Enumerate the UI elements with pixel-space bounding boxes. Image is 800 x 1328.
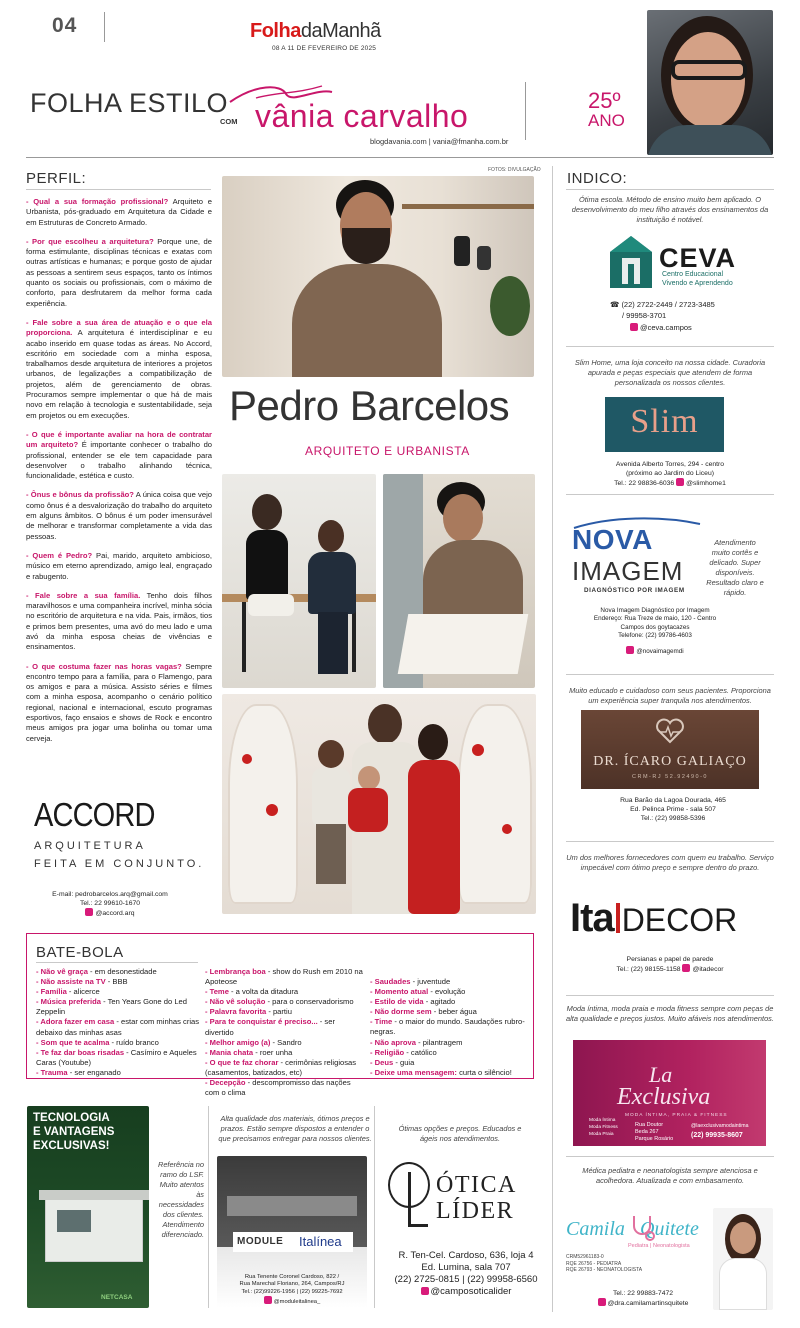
otica-l-bar [408,1172,411,1226]
edition-date: 08 A 11 DE FEVEREIRO DE 2025 [272,45,377,52]
otica-tel: (22) 2725-0815 | (22) 99958-6560 [394,1274,538,1285]
module-instagram-row [217,1296,367,1306]
exclusiva-address-2: Beda 267 [635,1128,659,1135]
camila-rqe-2: RQE 26793 - NEONATOLOGISTA [566,1267,643,1273]
slim-testimonial: Slim Home, uma loja conceito na nossa cidade. Curadoria apurada e peças especiais que atendem de forma personalizada os nossos clientes. [574,358,766,387]
camila-tel: Tel.: 22 99883-7472 [612,1290,674,1297]
bate-bola-item: - Mania chata - roer unha [205,1047,293,1057]
slim-instagram[interactable]: @slimhome1 [686,480,726,487]
man-legs [318,612,348,674]
exclusiva-testimonial: Moda íntima, moda praia e moda fitness sempre com peças de alta qualidade e preços justos. Muito afáveis nos atendimentos. [566,1004,774,1023]
exclusiva-item: Moda Praia [589,1131,614,1137]
indico-separator [566,494,774,495]
exclusiva-logo-sub: MODA ÍNTIMA, PRAIA & FITNESS [625,1113,728,1118]
netcasa-headline-3: EXCLUSIVAS! [33,1140,110,1152]
accord-contact [40,890,180,918]
nova-instagram-row [566,646,744,656]
columnist-name: vânia carvalho [255,98,469,134]
nova-swoosh-icon [572,514,702,530]
bate-bola-item: - Não assiste na TV - BBB [36,977,128,987]
qa-item: - Quem é Pedro? Pai, marido, arquiteto ambicioso, músico em eterno aprendizado, amigo leal, engraçado e rabugento. [26,550,212,581]
profile-section-label: PERFIL: [26,170,87,187]
netcasa-house-window [57,1210,91,1232]
woman-body [246,530,288,600]
accord-logo: ACCORD [34,796,155,833]
man-body [308,552,356,614]
stethoscope-icon [628,1214,658,1244]
newspaper-masthead [250,20,381,43]
child-body [312,768,350,828]
qa-item: - O que costuma fazer nas horas vagas? Sempre encontro tempo para a família, para o Flamengo, para os amigos e para a música. Assisto séries e filmes com a minha esposa, acompanho o cenário político regional, nacional e internacional, escuto programas esportivos, faço ensaios e shows de Rock e encontro meus amigos pra jogar uma bolinha ou tomar uma cerveja. [26,661,212,743]
icaro-name: DR. ÍCARO GALIAÇO [593,754,747,769]
exclusiva-item: Moda Íntima [589,1118,616,1123]
otica-logo-2: LÍDER [436,1198,515,1224]
exclusiva-ad [573,1040,766,1146]
otica-contact [380,1250,552,1298]
ceva-testimonial: Ótima escola. Método de ensino muito bem aplicado. O desenvolvimento do meu filho através dos ensinamentos da instituição é notável. [571,195,769,224]
woman-legs [248,594,294,616]
ita-instagram[interactable]: @itadecor [692,966,724,973]
module-logo-2: Italínea [299,1234,342,1249]
kitchen-counter [227,1196,357,1216]
otica-instagram-row [380,1286,552,1298]
pedro-beard [342,228,390,264]
bate-bola-box [26,933,534,1098]
ornament [502,824,512,834]
columnist-face [671,32,745,128]
bate-bola-title: BATE-BOLA [36,944,124,961]
bate-bola-col-1 [36,967,200,1078]
exclusiva-address-3: Parque Rosário [635,1135,674,1142]
qa-item: - Por que escolheu a arquitetura? Porque une, de forma estimulante, disciplinas técnicas e exatas com outras artísticas e humanas; e porque gosto de ajudar as pessoas a sentirem seus espaços, tanto os íntimos quanto os sociais ou profissionais, com o máximo de conforto, para desfrutarem da melhor forma cada experiência. [26,236,213,308]
camila-logo-1: Camila [566,1218,625,1240]
columnist-contact: blogdavania.com | vania@fmanha.com.br [370,137,509,146]
ceva-logo: CEVA [659,243,737,273]
camila-logo-2: Quitete [640,1218,699,1240]
pedro-face-2 [443,494,483,542]
profile-rule [26,189,211,190]
qa-item: - Qual a sua formação profissional? Arquiteto e Urbanista, pós-graduado em Arquitetura da Cidade e em Estruturas de Concreto Armado. [26,197,213,227]
ceva-phone-1-row: ☎ (22) 2722-2449 / 2723-3485 [610,300,715,309]
ita-contact [566,955,774,974]
mother-dress [408,760,460,914]
module-address-2: Rua Marechal Floriano, 264, Campos/RJ [239,1281,345,1288]
exclusiva-address-1: Rua Doutor [635,1122,664,1128]
ceva-instagram-row [610,323,750,334]
anniversary-number: 25º [588,88,621,113]
bate-bola-item: - Para te conquistar é preciso... - ser divertido [205,1017,335,1037]
ornament [242,754,252,764]
netcasa-testimonial: Referência no ramo do LSF. Muito atentos às necessidades dos clientes. Atendimento diferenciado. [157,1160,204,1239]
ornament [472,744,484,756]
ad-divider [374,1106,375,1308]
bate-bola-col-3 [370,977,530,1078]
exclusiva-instagram[interactable]: @laexclusivamodaintima [691,1123,749,1129]
camila-credentials [566,1254,642,1274]
exclusiva-logo-1: La [649,1062,673,1087]
nova-line-2: Endereço: Rua Treze de maio, 120 - Centro [593,615,717,623]
bate-bola-item: - Não dorme sem - beber água [370,1007,477,1017]
icaro-tel: Tel.: (22) 99858-5396 [640,815,706,822]
nova-instagram[interactable]: @novaimagemdi [636,648,684,656]
accord-email[interactable]: E-mail: pedrobarcelos.arq@gmail.com [52,891,168,898]
child-head [318,740,344,768]
otica-testimonial: Ótimas opções e preços. Educados e ágeis nos atendimentos. [398,1124,522,1143]
page-number: 04 [52,14,78,37]
icaro-testimonial: Muito educado e cuidadoso com seus pacientes. Proporciona um experiência super tranquila nos atendimentos. [569,686,771,705]
bench-leg [242,602,246,672]
bate-bola-item: - Melhor amigo (a) - Sandro [205,1037,302,1047]
bate-bola-col-2 [205,967,365,1098]
photo-credit: FOTOS: DIVULGAÇÃO [488,167,541,173]
ceva-phone-1: (22) 2722-2449 / 2723-3485 [621,300,715,309]
exclusiva-items [589,1118,618,1138]
exclusiva-item: Moda Fitness [589,1124,618,1130]
bate-bola-item: - Som que te acalma - ruído branco [36,1037,159,1047]
nova-contact [566,607,744,656]
shelf [402,204,534,209]
netcasa-headline-2: E VANTAGENS [33,1126,115,1138]
slim-address-2: (próximo ao Jardim do Liceu) [625,470,715,477]
slim-logo-box [605,397,724,452]
bate-bola-item: - Time - o maior do mundo. Saudações rubro-negras. [370,1017,525,1037]
ceva-phone-2: / 99958-3701 [622,310,667,320]
ita-logo-1: Ita [570,896,614,940]
indico-separator [566,346,774,347]
camila-rqe-1: RQE 26756 - PEDIATRA [566,1260,622,1267]
bate-bola-item: - Deus - guia [370,1057,415,1067]
nova-logo-1: NOVA [572,524,653,555]
indico-separator [566,1156,774,1157]
instagram-icon [85,908,93,916]
module-contact [217,1274,367,1307]
netcasa-house-roof [39,1190,149,1200]
camila-instagram-row [576,1298,710,1308]
profile-qa [26,197,212,753]
accord-instagram-row [40,908,180,918]
netcasa-ad [27,1106,149,1308]
instagram-icon [598,1298,606,1306]
indico-divider [552,166,553,1312]
woman-head [252,494,282,530]
mother-head [418,724,448,760]
christmas-tree-right [458,704,532,904]
otica-logo-1: ÓTICA [436,1172,517,1198]
ceva-subtitle-2: Vivendo e Aprendendo [662,280,733,287]
bate-bola-item: - Trauma - ser enganado [36,1067,121,1077]
nova-logo-2: IMAGEM [572,556,684,586]
header-divider [104,12,105,42]
masthead-bold: Folha [250,20,301,42]
slim-contact [566,460,774,488]
ita-line-1: Persianas e papel de parede [626,956,714,963]
instagram-icon [626,646,634,654]
vase [477,246,491,270]
instagram-icon [264,1296,272,1304]
icaro-address-2: Ed. Pelinca Prime - sala 507 [630,806,716,813]
ornament [266,804,278,816]
columnist-body [647,125,773,155]
otica-l-foot [408,1224,428,1227]
bate-bola-item: - Teme - a volta da ditadura [205,987,299,997]
man-head [318,520,344,552]
bate-bola-item: - Adora fazer em casa - estar com minhas crias debaixo das minhas asas [36,1017,200,1037]
ita-logo-2: DECOR [621,902,738,938]
family-photo [222,694,536,914]
ita-tel: Tel.: (22) 98155-1158 [616,966,681,973]
slim-address: Avenida Alberto Torres, 294 - centro [615,461,725,468]
qa-item: - Fale sobre a sua família. Tenho dois filhos maravilhosos e uma companheira incrível, minha sócia no escritório de arquitetura e na vida. Pais, irmãos, tios e primos bem presentes, uma avó do meu lado e uma avó da minha esposa cheias de vivências e ensinamentos. [26,590,212,652]
profile-name: Pedro Barcelos [229,382,510,429]
camila-instagram[interactable]: @dra.camilamartinsquitete [607,1300,689,1307]
icaro-address-1: Rua Barão da Lagoa Dourada, 465 [620,797,726,804]
bate-bola-item: - Música preferida - Ten Years Gone do Led Zeppelin [36,997,187,1017]
bate-bola-item: - Palavra favorita - partiu [205,1007,292,1017]
nova-line-1: Nova Imagem Diagnóstico por Imagem [600,607,710,614]
baby-head [358,766,380,790]
drawing-photo [383,474,535,688]
instagram-icon [630,323,638,331]
masthead-light: daManhã [300,20,381,42]
module-testimonial: Alta qualidade dos materiais, ótimos preços e prazos. Estão sempre dispostos a entender o que precisamos entregar para nossos clientes. [218,1114,372,1143]
heart-pulse-icon [655,718,685,744]
indico-title: INDICO: [567,170,628,187]
camila-face [730,1222,756,1254]
bate-bola-item: - Estilo de vida - agitado [370,997,456,1007]
ceva-house-icon [608,234,654,290]
module-address-1: Rua Tenente Coronel Cardoso, 822 / [244,1274,340,1280]
child-legs [316,824,346,884]
instagram-icon [676,478,684,486]
accord-tagline-1: ARQUITETURA [34,840,146,852]
module-ad [217,1156,367,1308]
bate-bola-item: - Decepção - descompromisso das nações com o clima [205,1078,351,1098]
couple-photo [222,474,376,688]
pedro-shirt [292,264,442,377]
camila-photo [713,1208,773,1310]
otica-address-2: Ed. Lumina, sala 707 [421,1262,511,1273]
indico-separator [566,995,774,996]
bate-bola-item: - Família - alicerce [36,987,100,997]
icaro-contact [586,796,760,823]
accord-tel: Tel.: 22 99610-1670 [79,900,141,907]
bate-bola-item: - Momento atual - evolução [370,987,466,997]
ceva-contact [610,300,750,334]
otica-monogram [388,1162,434,1228]
module-tel: Tel.: (22)99226-1956 | (22) 99225-7692 [241,1288,343,1295]
christmas-tree-left [228,704,298,904]
nova-line-4: Telefone: (22) 99786-4603 [618,631,692,639]
qa-item: - O que é importante avaliar na hora de contratar um arquiteto? É importante conhecer o trabalho do profissional, entender se ele tem capacidade para desenvolver o trabalho alinhando técnica, funcionalidade, estética e custo. [26,429,213,481]
nova-logo-sub: DIAGNÓSTICO POR IMAGEM [584,587,685,594]
section-com: COM [220,117,238,126]
nova-line-3: Campos dos goytacazes [620,623,690,631]
vase [454,236,470,266]
ita-logo [570,896,737,941]
bate-bola-item: - Te faz dar boas risadas - Casímiro e Aqueles Caras (Youtube) [36,1047,197,1067]
plant [490,276,530,336]
columnist-photo [647,10,773,155]
ceva-subtitle-1: Centro Educacional [662,271,724,278]
bate-bola-item: - Lembrança boa - show do Rush em 2010 na Apoteose [205,967,363,987]
anniversary-label: ANO [588,111,625,130]
main-portrait-photo [222,176,534,377]
bate-bola-item: - Deixe uma mensagem: curta o silêncio! [370,1067,512,1077]
bate-bola-item: - Não aprova - pilantragem [370,1037,463,1047]
drafting-paper [398,614,529,674]
bate-bola-item: - Religião - católico [370,1047,437,1057]
indico-separator [566,674,774,675]
bate-bola-item: - Saudades - juventude [370,977,451,986]
ita-testimonial: Um dos melhores fornecedores com quem eu trabalho. Serviço impecável com ótimo preço e sempre dentro do prazo. [566,853,774,872]
ad-divider [208,1106,209,1308]
accord-instagram[interactable]: @accord.arq [95,910,135,917]
bate-bola-rule [36,962,198,963]
indico-rule [566,189,774,190]
exclusiva-logo-2: Exclusiva [617,1084,711,1110]
camila-specialty: Pediatra | Neonatologista [628,1243,690,1249]
indico-separator [566,841,774,842]
icaro-logo-box [581,710,759,789]
bate-bola-item: - Não vê graça - em desonestidade [36,967,157,976]
baby-dress [348,788,388,832]
anniversary-divider [525,82,526,140]
instagram-icon [421,1287,429,1295]
columnist-glasses [671,60,747,80]
otica-instagram[interactable]: @camposoticalider [430,1286,512,1297]
module-instagram[interactable]: @moduleitalinea_ [273,1299,321,1306]
exclusiva-contact [691,1122,748,1140]
slim-logo: Slim [630,403,699,440]
slim-tel-row [566,478,774,488]
profile-role: ARQUITETO E URBANISTA [305,444,470,458]
instagram-icon [682,964,690,972]
camila-coat [719,1258,767,1310]
netcasa-headline-1: TECNOLOGIA [33,1112,110,1124]
qa-item: - Ônus e bônus da profissão? A única coisa que vejo como ônus é a desvalorização do trabalho do arquiteto em alguns âmbitos. O bônus é um poder imensurável de melhorar e transformar completamente a vida das pessoas. [26,490,212,541]
exclusiva-phone: (22) 99935-8607 [691,1132,743,1139]
netcasa-brand: NETCASA [101,1294,133,1301]
camila-contact [576,1289,710,1308]
ita-logo-bar [616,903,620,933]
father-head [368,704,402,744]
bate-bola-item: - Não vê solução - para o conservadorismo [205,997,354,1007]
header-rule [26,157,774,158]
icaro-crm: CRM-RJ 52.92490-0 [632,774,708,780]
slim-tel: Tel.: 22 98836-6036 [614,480,675,487]
qa-item: - Fale sobre a sua área de atuação e o que ela proporciona. A arquitetura é interdisciplinar e eu acabo inserido em quase todas as áreas. No Accord, escritório em sociedade com a minha esposa, trabalhamos desde arquitetura de interiores a projetos urbanos, de legalizações a compatibilização de projetos, além de gerenciamento de obras. Procuramos sempre implementar o que há de mais novo em relação à tecnologia e sustentabilidade, seja em projetos ou em execuções. [26,317,212,420]
camila-crm: CRM52961183-0 [566,1254,604,1260]
camila-testimonial: Médica pediatra e neonatologista sempre atenciosa e acolhedora. Atualizada e com embasamento. [582,1166,758,1185]
section-title: FOLHA ESTILO [30,88,229,118]
accord-tagline-2: FEITA EM CONJUNTO. [34,858,205,870]
ceva-instagram[interactable]: @ceva.campos [640,323,692,332]
ita-tel-row [566,964,774,974]
module-logo-1: MODULE [237,1236,284,1247]
exclusiva-address [635,1122,673,1142]
otica-address-1: R. Ten-Cel. Cardoso, 636, loja 4 [398,1250,534,1261]
nova-testimonial: Atendimento muito cortês e delicado. Super disponíveis. Resultado claro e rápido. [706,538,764,597]
bate-bola-item: - O que te faz chorar - cerimônias religiosas (casamentos, batizados, etc) [205,1057,357,1077]
